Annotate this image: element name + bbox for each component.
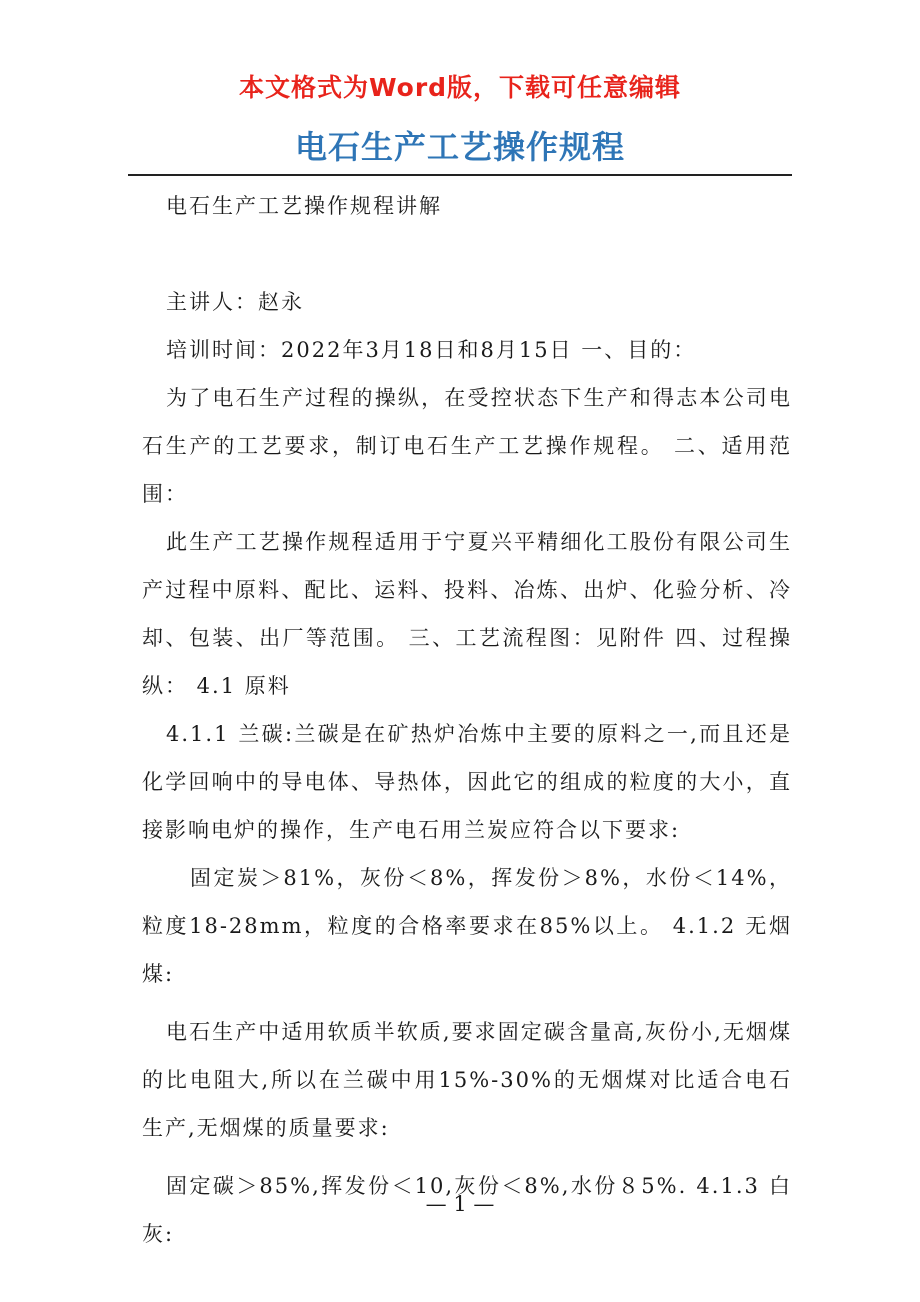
title-divider bbox=[128, 174, 792, 176]
paragraph-scope: 此生产工艺操作规程适用于宁夏兴平精细化工股份有限公司生产过程中原料、配比、运料、投料、冶炼、出炉、化验分析、冷却、包装、出厂等范围。 三、工艺流程图：见附件 四、过程操纵： 4.1 原料 bbox=[142, 530, 792, 698]
document-title: 电石生产工艺操作规程 bbox=[294, 128, 625, 166]
paragraph-purpose: 为了电石生产过程的操纵，在受控状态下生产和得志本公司电石生产的工艺要求，制订电石生产工艺操作规程。 二、适用范围： bbox=[142, 386, 792, 506]
paragraph-anthracite-spec: 固定碳＞85%,挥发份＜10,灰份＜8%,水份８5%. 4.1.3 白灰: bbox=[142, 1174, 792, 1246]
download-banner: 本文格式为Word版，下载可任意编辑 bbox=[238, 73, 682, 102]
subtitle-block bbox=[142, 182, 792, 230]
document-body bbox=[142, 278, 792, 1258]
subtitle: 电石生产工艺操作规程讲解 bbox=[166, 194, 442, 218]
paragraph-training-time: 培训时间：2022年3月18日和8月15日 一、目的： bbox=[166, 338, 697, 362]
page-number: — 1 — bbox=[425, 1192, 495, 1216]
paragraph-speaker: 主讲人：赵永 bbox=[166, 290, 304, 314]
paragraph-anthracite: 电石生产中适用软质半软质,要求固定碳含量高,灰份小,无烟煤的比电阻大,所以在兰碳中用15%-30%的无烟煤对比适合电石生产,无烟煤的质量要求: bbox=[142, 1020, 792, 1140]
paragraph-lan-carbon: 4.1.1 兰碳:兰碳是在矿热炉冶炼中主要的原料之一,而且还是化学回响中的导电体、导热体，因此它的组成的粒度的大小，直接影响电炉的操作，生产电石用兰炭应符合以下要求: bbox=[142, 722, 792, 842]
paragraph-lan-carbon-spec: 固定炭＞81%，灰份＜8%，挥发份＞8%，水份＜14%，粒度18-28mm，粒度的合格率要求在85%以上。 4.1.2 无烟煤: bbox=[142, 866, 792, 986]
